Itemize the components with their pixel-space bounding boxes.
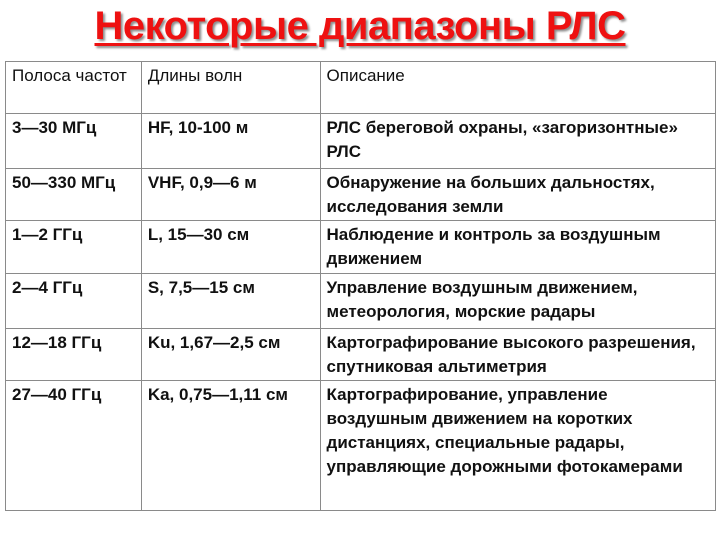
header-frequency-band: Полоса частот <box>6 62 142 114</box>
cell-wavelength: VHF, 0,9—6 м <box>141 169 320 221</box>
cell-wavelength: Ka, 0,75—1,11 см <box>141 381 320 511</box>
cell-wavelength: Ku, 1,67—2,5 см <box>141 329 320 381</box>
cell-frequency: 3—30 МГц <box>6 114 142 169</box>
cell-frequency: 2—4 ГГц <box>6 274 142 329</box>
cell-description: Картографирование, управление воздушным движением на коротких дистанциях, специальные радары, управляющие дорожными фотокамерами <box>320 381 715 511</box>
cell-frequency: 27—40 ГГц <box>6 381 142 511</box>
table-row <box>6 221 716 274</box>
cell-description: Наблюдение и контроль за воздушным движением <box>320 221 715 274</box>
table-row <box>6 381 716 511</box>
radar-bands-table <box>5 61 716 511</box>
cell-frequency: 1—2 ГГц <box>6 221 142 274</box>
cell-description: Обнаружение на больших дальностях, исследования земли <box>320 169 715 221</box>
cell-frequency: 50—330 МГц <box>6 169 142 221</box>
table-row <box>6 169 716 221</box>
cell-description: Управление воздушным движением, метеорология, морские радары <box>320 274 715 329</box>
header-description: Описание <box>320 62 715 114</box>
cell-description: РЛС береговой охраны, «загоризонтные» РЛС <box>320 114 715 169</box>
cell-frequency: 12—18 ГГц <box>6 329 142 381</box>
page-title: Некоторые диапазоны РЛС <box>94 4 626 48</box>
cell-wavelength: L, 15—30 см <box>141 221 320 274</box>
table-row <box>6 114 716 169</box>
table-row <box>6 329 716 381</box>
table-header-row <box>6 62 716 114</box>
cell-wavelength: S, 7,5—15 см <box>141 274 320 329</box>
header-wavelength: Длины волн <box>141 62 320 114</box>
cell-wavelength: HF, 10-100 м <box>141 114 320 169</box>
table-row <box>6 274 716 329</box>
cell-description: Картографирование высокого разрешения, спутниковая альтиметрия <box>320 329 715 381</box>
